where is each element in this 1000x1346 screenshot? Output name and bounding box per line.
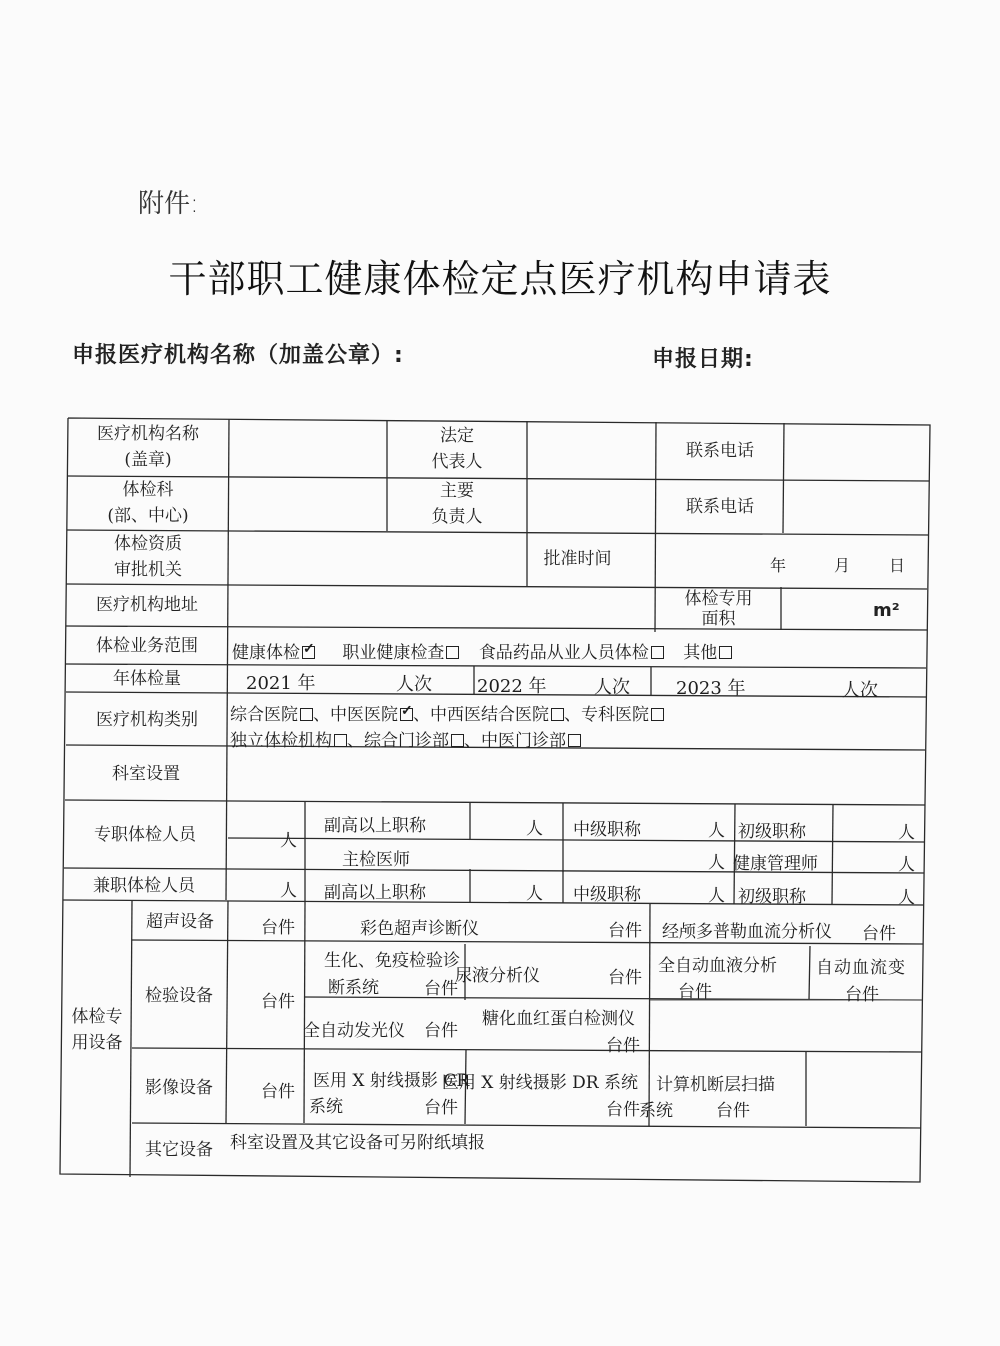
address-label: 医疗机构地址	[96, 595, 198, 615]
parttime-label: 兼职体检人员	[93, 876, 195, 896]
checkbox-health-checked[interactable]	[302, 646, 315, 659]
area-unit: m²	[873, 600, 900, 621]
scope-occupational[interactable]: 职业健康检查	[342, 643, 459, 663]
cat-tcm-clinic[interactable]: 、中医门诊部	[464, 731, 581, 751]
scope-other[interactable]: 其他	[683, 643, 732, 663]
ct-unit: 台件	[716, 1101, 750, 1121]
blood-flow-unit: 台件	[845, 985, 879, 1005]
fulltime-senior: 副高以上职称	[324, 816, 426, 836]
parttime-middle-unit: 人	[708, 886, 725, 906]
cat-integrated[interactable]: 、中西医结合医院	[413, 705, 564, 725]
checkbox-food[interactable]	[651, 646, 664, 659]
area-label-text2: 面积	[701, 608, 736, 629]
dept-text2: (部、中心)	[107, 506, 189, 526]
checkbox-occupational[interactable]	[446, 646, 459, 659]
dept-text1: 体检科	[122, 480, 174, 500]
dept-cell	[69, 474, 227, 532]
dept-setup-input[interactable]	[229, 748, 923, 802]
scope-label: 体检业务范围	[96, 636, 198, 656]
blood-analyzer: 全自动血液分析	[658, 956, 777, 976]
annual-2021-unit: 人次	[396, 674, 432, 695]
tcd-unit: 台件	[862, 924, 896, 944]
date-label: 申报日期:	[652, 347, 754, 372]
category-label: 医疗机构类别	[96, 710, 198, 730]
cr-line2: 系统	[309, 1097, 343, 1117]
dr-unit: 台件	[606, 1100, 640, 1120]
cat-tcm[interactable]: 、中医医院✓	[313, 705, 413, 725]
fulltime-middle: 中级职称	[573, 820, 641, 840]
luminescence-unit: 台件	[424, 1021, 458, 1041]
head-cell	[388, 476, 526, 532]
parttime-senior-unit: 人	[526, 884, 543, 904]
fulltime-count-unit: 人	[280, 831, 297, 851]
lab-label: 检验设备	[145, 986, 213, 1006]
checkbox-specialty[interactable]	[651, 708, 664, 721]
annual-2022-unit: 人次	[594, 677, 630, 698]
checkbox-clinic[interactable]	[451, 734, 464, 747]
approval-org-input[interactable]	[229, 531, 526, 585]
cat-general[interactable]: 综合医院	[230, 705, 313, 725]
color-doppler-unit: 台件	[608, 921, 642, 941]
urine-analyzer: 尿液分析仪	[455, 966, 540, 986]
org-name-seal-text: (盖章)	[124, 450, 172, 470]
cat-independent[interactable]: 独立体检机构	[230, 731, 347, 751]
checkbox-integrated[interactable]	[551, 708, 564, 721]
annual-2022-year: 2022 年	[477, 676, 547, 697]
scope-food[interactable]: 食品药品从业人员体检	[479, 643, 664, 663]
cr-unit: 台件	[424, 1098, 458, 1118]
other-equipment-label: 其它设备	[145, 1140, 213, 1160]
tcd: 经颅多普勒血流分析仪	[662, 922, 832, 942]
org-name-cell	[69, 418, 227, 476]
color-doppler: 彩色超声诊断仪	[360, 919, 479, 939]
other-equipment-note: 科室设置及其它设备可另附纸填报	[230, 1133, 485, 1153]
fulltime-label: 专职体检人员	[94, 825, 196, 845]
imaging-label: 影像设备	[145, 1077, 213, 1098]
cat-specialty[interactable]: 、专科医院	[564, 705, 664, 725]
month-label: 月	[834, 556, 851, 575]
legal-rep-cell	[388, 420, 526, 478]
org-name-label: 申报医疗机构名称（加盖公章）:	[72, 343, 404, 368]
scope-items	[232, 638, 732, 663]
annual-label: 年体检量	[113, 669, 181, 689]
head-text2: 负责人	[431, 507, 483, 527]
equipment-label-1: 体检专	[71, 1007, 123, 1027]
fulltime-junior: 初级职称	[738, 822, 806, 842]
annual-2021-year: 2021 年	[246, 673, 316, 694]
checkbox-tcm-checked[interactable]	[400, 708, 413, 721]
cat-clinic[interactable]: 、综合门诊部	[347, 731, 464, 751]
urine-unit: 台件	[608, 968, 642, 988]
hba1c-unit: 台件	[606, 1036, 640, 1056]
legal-rep-text2: 代表人	[431, 452, 483, 472]
category-line1	[230, 700, 664, 725]
head-text1: 主要	[440, 481, 474, 501]
parttime-junior: 初级职称	[738, 887, 806, 907]
health-manager-unit: 人	[898, 855, 915, 875]
legal-rep-text1: 法定	[440, 426, 474, 446]
day-label: 日	[889, 556, 906, 575]
attachment-label: 附件:	[138, 189, 199, 219]
phone1-label: 联系电话	[686, 441, 754, 461]
parttime-senior: 副高以上职称	[324, 883, 426, 903]
biochem-line2: 断系统	[328, 978, 379, 998]
address-input[interactable]	[229, 586, 654, 626]
chief-physician: 主检医师	[342, 850, 410, 870]
imaging-unit: 台件	[261, 1082, 295, 1102]
equipment-label	[62, 1000, 132, 1060]
chief-unit: 人	[708, 853, 725, 873]
blood-flow: 自动血流变	[816, 958, 906, 978]
dept-input[interactable]	[229, 476, 386, 530]
approval-org-text1: 体检资质	[114, 534, 182, 554]
cr-line1: 医用 X 射线摄影 CR	[313, 1071, 470, 1091]
lab-unit: 台件	[261, 992, 295, 1012]
area-label-cell	[657, 587, 780, 630]
fulltime-middle-unit: 人	[708, 821, 725, 841]
checkbox-other[interactable]	[719, 646, 732, 659]
equipment-label-2: 用设备	[71, 1033, 123, 1053]
checkbox-tcm-clinic[interactable]	[568, 734, 581, 747]
luminescence: 全自动发光仪	[303, 1021, 405, 1041]
hba1c: 糖化血红蛋白检测仪	[482, 1009, 635, 1029]
dr-system: 医用 X 射线摄影 DR 系统	[441, 1073, 638, 1093]
annual-2023-unit: 人次	[842, 680, 878, 701]
approval-org-text2: 审批机关	[114, 560, 182, 580]
ct-line2: 系统	[639, 1101, 673, 1121]
head-input[interactable]	[528, 477, 655, 531]
year-label: 年	[770, 556, 787, 575]
phone2-label: 联系电话	[686, 497, 754, 517]
parttime-middle: 中级职称	[573, 885, 641, 905]
blood-unit: 台件	[678, 982, 712, 1002]
ultrasound-label: 超声设备	[146, 912, 214, 932]
org-name-input[interactable]	[229, 420, 386, 476]
legal-rep-input[interactable]	[528, 421, 655, 477]
phone2-input[interactable]	[785, 481, 927, 533]
scope-health[interactable]: 健康体检✓	[232, 643, 315, 663]
annual-2023-year: 2023 年	[676, 678, 746, 699]
approval-org-cell	[69, 528, 227, 586]
biochem-line1: 生化、免疫检验诊	[324, 951, 460, 971]
phone1-input[interactable]	[785, 424, 927, 480]
fulltime-senior-unit: 人	[526, 819, 543, 839]
form-title: 干部职工健康体检定点医疗机构申请表	[168, 257, 832, 301]
ultrasound-unit: 台件	[261, 918, 295, 938]
area-label-text1: 体检专用	[684, 588, 753, 609]
org-name-text: 医疗机构名称	[97, 424, 199, 444]
health-manager: 健康管理师	[733, 854, 818, 874]
biochem-unit: 台件	[424, 979, 458, 999]
parttime-junior-unit: 人	[898, 888, 915, 908]
checkbox-independent[interactable]	[334, 734, 347, 747]
dept-setup-label: 科室设置	[112, 764, 180, 784]
fulltime-junior-unit: 人	[898, 823, 915, 843]
checkbox-general[interactable]	[300, 708, 313, 721]
ct-line1: 计算机断层扫描	[656, 1075, 775, 1095]
approval-time-label: 批准时间	[543, 549, 612, 569]
parttime-count-unit: 人	[280, 881, 297, 901]
